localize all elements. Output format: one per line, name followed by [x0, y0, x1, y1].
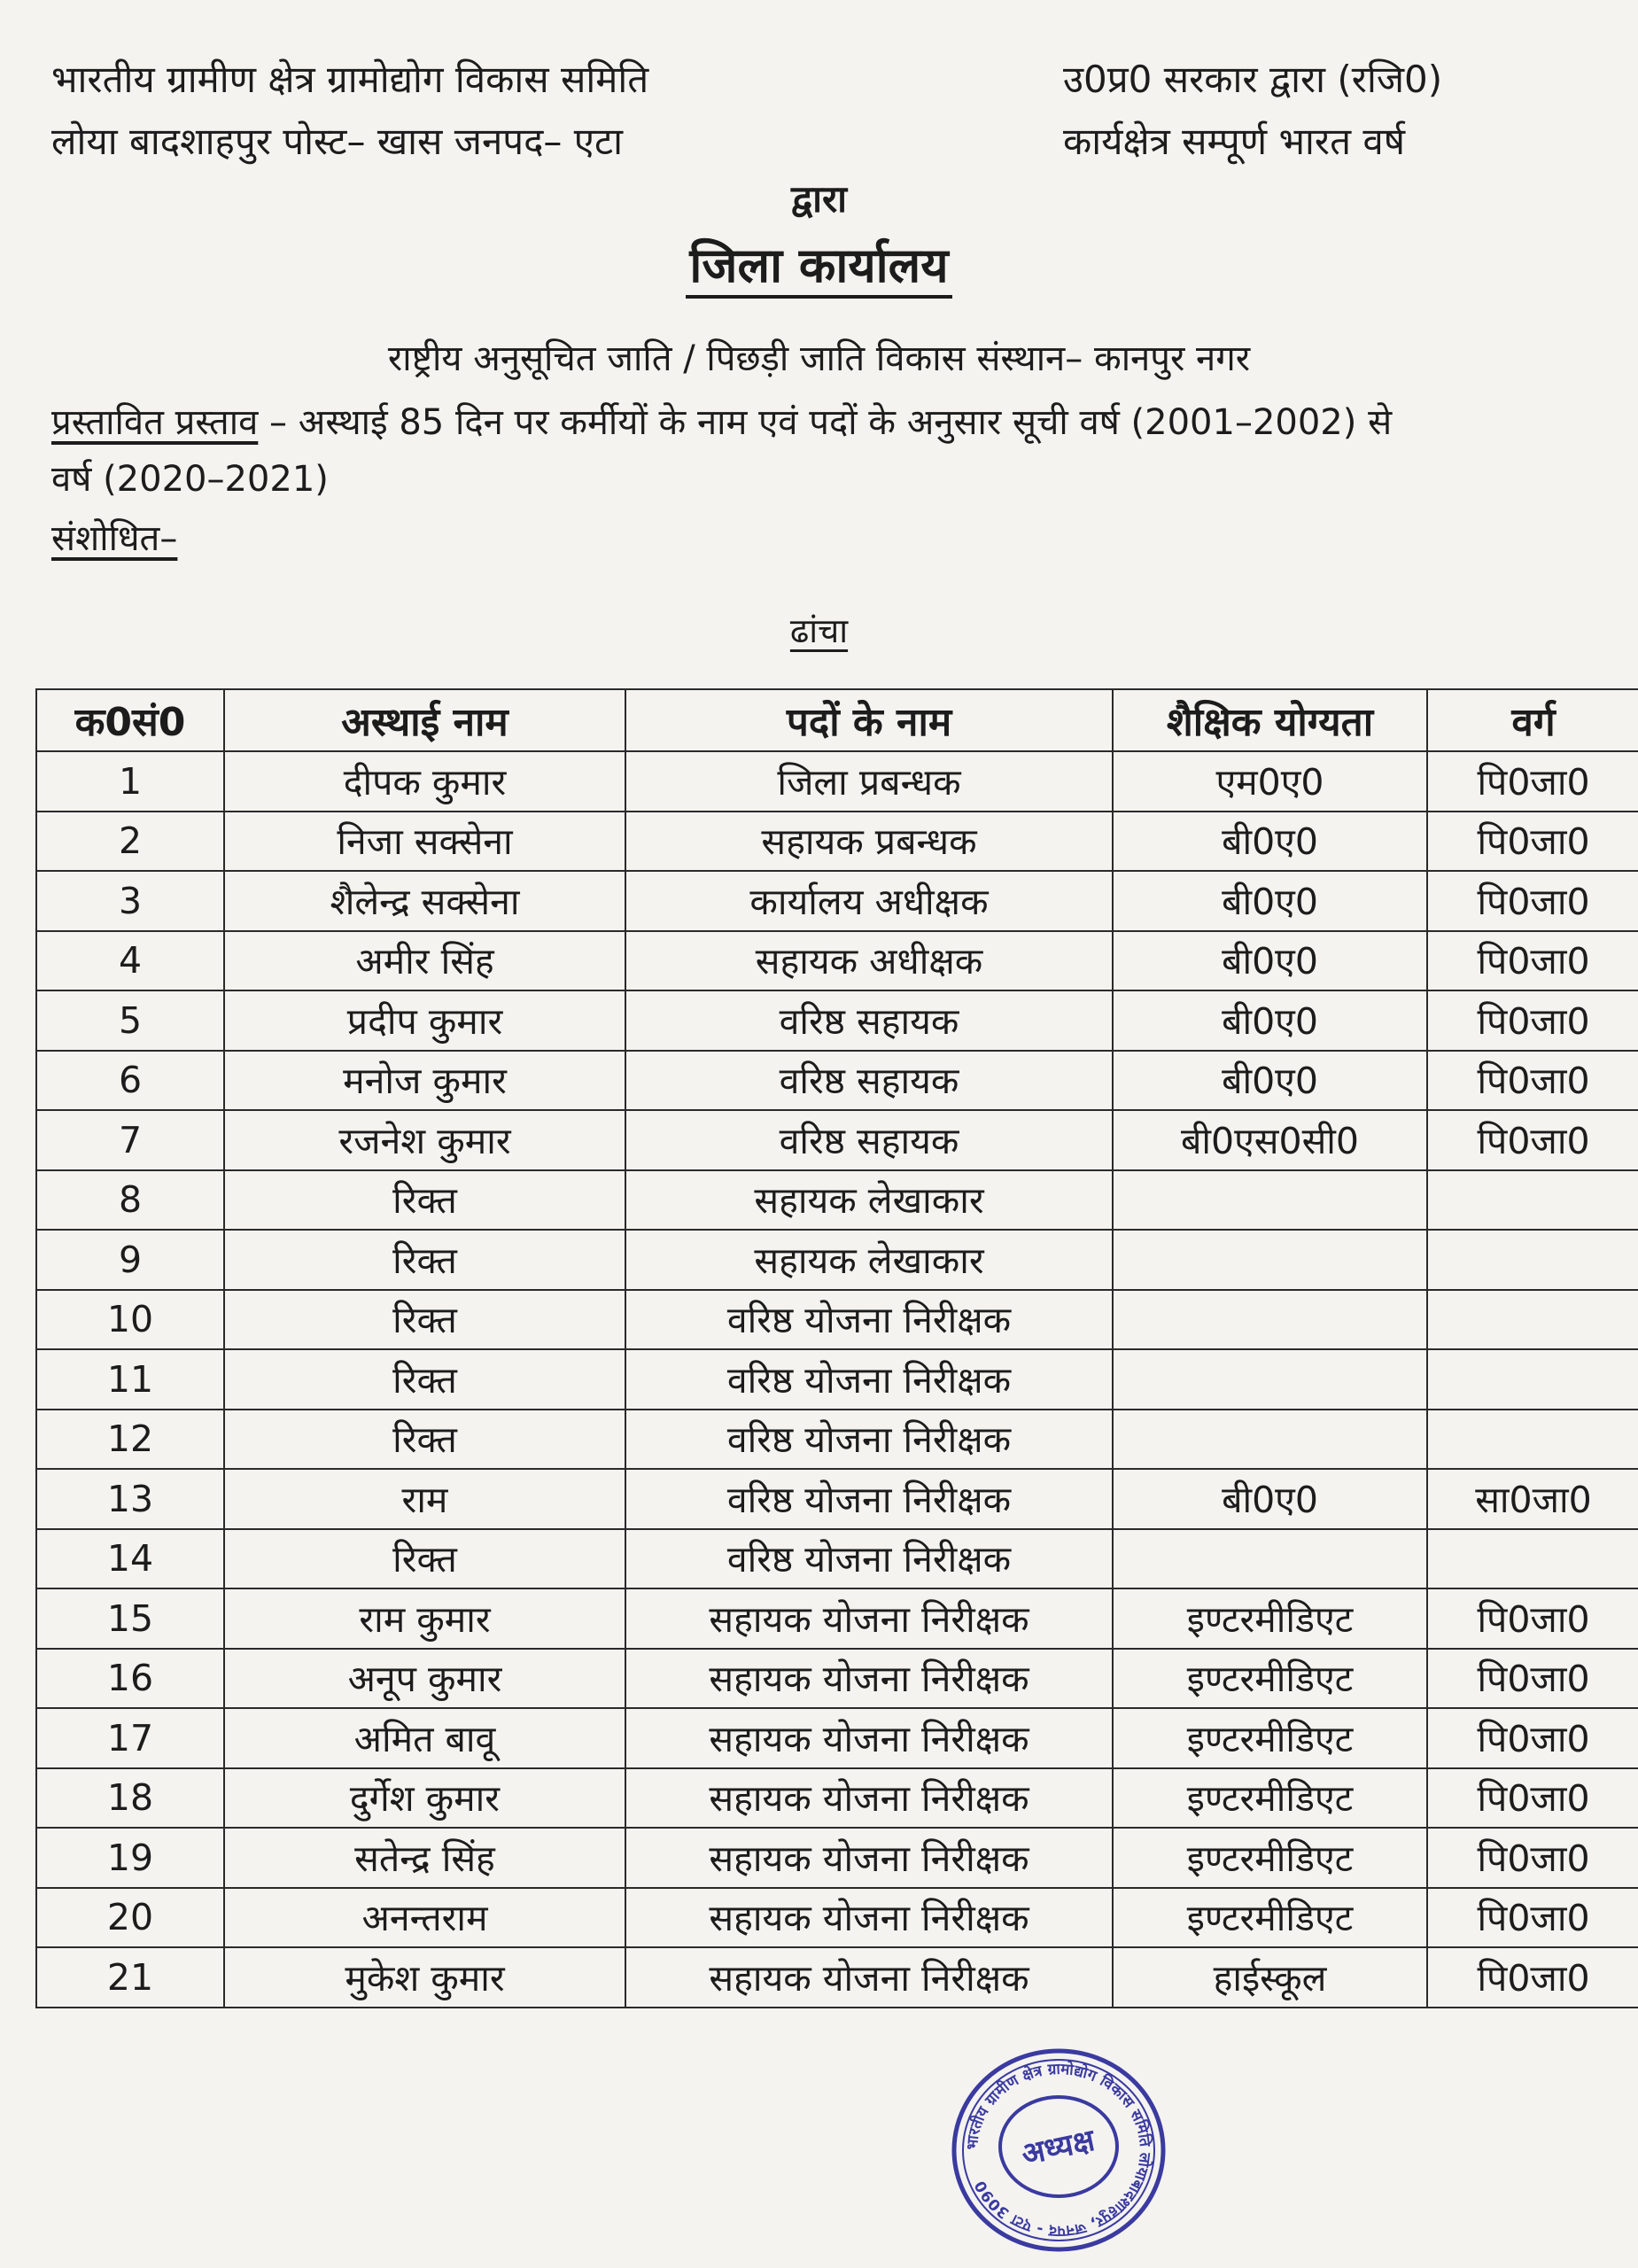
proposal-label: प्रस्तावित प्रस्ताव: [51, 402, 259, 443]
category-cell: पि0जा0: [1427, 751, 1638, 812]
serial-cell: 10: [36, 1290, 224, 1350]
table-row: [36, 1410, 1638, 1470]
post-cell: वरिष्ठ योजना निरीक्षक: [625, 1469, 1113, 1529]
table-row: [36, 812, 1638, 872]
qualification-cell: एम0ए0: [1113, 751, 1427, 812]
post-cell: वरिष्ठ योजना निरीक्षक: [625, 1410, 1113, 1470]
registration-text: उ0प्र0 सरकार द्वारा (रजि0): [1063, 58, 1443, 101]
serial-cell: 18: [36, 1768, 224, 1829]
office-title-wrapper: [0, 230, 1638, 296]
stamp-ring-text: भारतीय ग्रामीण क्षेत्र ग्रामोद्योग विकास समिति लोयाबादशाहपुर, जनपद - एटा 3090: [963, 2060, 1154, 2241]
name-cell: मुकेश कुमार: [224, 1947, 625, 2008]
table-header-row: [36, 689, 1638, 751]
category-cell: पि0जा0: [1427, 1768, 1638, 1829]
qualification-cell: बी0एस0सी0: [1113, 1110, 1427, 1170]
seal-stamp: [935, 2042, 1192, 2259]
category-cell: पि0जा0: [1427, 1708, 1638, 1768]
serial-cell: 8: [36, 1170, 224, 1231]
proposal-paragraph: [51, 394, 1433, 508]
org-name: भारतीय ग्रामीण क्षेत्र ग्रामोद्योग विकास समिति: [51, 58, 649, 101]
header-name: अस्थाई नाम: [224, 689, 625, 751]
category-cell: पि0जा0: [1427, 1588, 1638, 1649]
post-cell: सहायक अधीक्षक: [625, 931, 1113, 991]
category-cell: पि0जा0: [1427, 1947, 1638, 2008]
name-cell: मनोज कुमार: [224, 1051, 625, 1111]
table-row: [36, 1888, 1638, 1948]
table-row: [36, 931, 1638, 991]
category-cell: पि0जा0: [1427, 1051, 1638, 1111]
header-right: [1063, 49, 1442, 173]
category-cell: सा0जा0: [1427, 1469, 1638, 1529]
org-address: लोया बादशाहपुर पोस्ट– खास जनपद– एटा: [51, 120, 624, 163]
qualification-cell: इण्टरमीडिएट: [1113, 1708, 1427, 1768]
name-cell: अमीर सिंह: [224, 931, 625, 991]
category-cell: [1427, 1349, 1638, 1410]
serial-cell: 4: [36, 931, 224, 991]
header-post: पदों के नाम: [625, 689, 1113, 751]
table-row: [36, 871, 1638, 931]
category-cell: [1427, 1410, 1638, 1470]
name-cell: अनन्तराम: [224, 1888, 625, 1948]
name-cell: शैलेन्द्र सक्सेना: [224, 871, 625, 931]
post-cell: सहायक योजना निरीक्षक: [625, 1947, 1113, 2008]
institute-line: राष्ट्रीय अनुसूचित जाति / पिछड़ी जाति विकास संस्थान– कानपुर नगर: [387, 338, 1251, 379]
post-cell: वरिष्ठ सहायक: [625, 1110, 1113, 1170]
structure-label: ढांचा: [789, 611, 849, 650]
category-cell: पि0जा0: [1427, 1888, 1638, 1948]
post-cell: वरिष्ठ योजना निरीक्षक: [625, 1290, 1113, 1350]
name-cell: दीपक कुमार: [224, 751, 625, 812]
header-serial: क0सं0: [36, 689, 224, 751]
qualification-cell: इण्टरमीडिएट: [1113, 1768, 1427, 1829]
post-cell: सहायक योजना निरीक्षक: [625, 1828, 1113, 1888]
name-cell: राम: [224, 1469, 625, 1529]
category-cell: पि0जा0: [1427, 871, 1638, 931]
post-cell: सहायक लेखाकार: [625, 1170, 1113, 1231]
table-row: [36, 1947, 1638, 2008]
category-cell: पि0जा0: [1427, 1110, 1638, 1170]
table-row: [36, 1051, 1638, 1111]
serial-cell: 14: [36, 1529, 224, 1589]
category-cell: पि0जा0: [1427, 1828, 1638, 1888]
post-cell: वरिष्ठ सहायक: [625, 1051, 1113, 1111]
table-row: [36, 1768, 1638, 1829]
table-row: [36, 751, 1638, 812]
post-cell: वरिष्ठ योजना निरीक्षक: [625, 1349, 1113, 1410]
name-cell: रिक्त: [224, 1230, 625, 1290]
category-cell: [1427, 1170, 1638, 1231]
post-cell: सहायक प्रबन्धक: [625, 812, 1113, 872]
proposal-text: – अस्थाई 85 दिन पर कर्मीयों के नाम एवं पदों के अनुसार सूची वर्ष (2001–2002) से वर्ष (2020–2021): [51, 402, 1393, 500]
qualification-cell: बी0ए0: [1113, 990, 1427, 1051]
serial-cell: 19: [36, 1828, 224, 1888]
serial-cell: 5: [36, 990, 224, 1051]
qualification-cell: हाईस्कूल: [1113, 1947, 1427, 2008]
name-cell: प्रदीप कुमार: [224, 990, 625, 1051]
table-row: [36, 1290, 1638, 1350]
qualification-cell: इण्टरमीडिएट: [1113, 1649, 1427, 1709]
table-body: [36, 751, 1638, 2008]
header-left: [51, 49, 648, 173]
name-cell: अनूप कुमार: [224, 1649, 625, 1709]
serial-cell: 11: [36, 1349, 224, 1410]
table-row: [36, 990, 1638, 1051]
post-cell: जिला प्रबन्धक: [625, 751, 1113, 812]
name-cell: रिक्त: [224, 1290, 625, 1350]
post-cell: सहायक योजना निरीक्षक: [625, 1888, 1113, 1948]
qualification-cell: इण्टरमीडिएट: [1113, 1828, 1427, 1888]
serial-cell: 16: [36, 1649, 224, 1709]
staff-table: [35, 688, 1638, 2008]
amended-label: संशोधित–: [51, 518, 178, 559]
stamp-center-text: अध्यक्ष: [1018, 2122, 1098, 2173]
serial-cell: 7: [36, 1110, 224, 1170]
qualification-cell: बी0ए0: [1113, 871, 1427, 931]
name-cell: रिक्त: [224, 1170, 625, 1231]
name-cell: रजनेश कुमार: [224, 1110, 625, 1170]
category-cell: [1427, 1230, 1638, 1290]
header-qualification: शैक्षिक योग्यता: [1113, 689, 1427, 751]
serial-cell: 21: [36, 1947, 224, 2008]
category-cell: पि0जा0: [1427, 990, 1638, 1051]
table-row: [36, 1588, 1638, 1649]
name-cell: निजा सक्सेना: [224, 812, 625, 872]
serial-cell: 17: [36, 1708, 224, 1768]
qualification-cell: [1113, 1290, 1427, 1350]
qualification-cell: [1113, 1349, 1427, 1410]
category-cell: [1427, 1529, 1638, 1589]
through-label: द्वारा: [790, 177, 848, 221]
qualification-cell: बी0ए0: [1113, 1469, 1427, 1529]
qualification-cell: बी0ए0: [1113, 1051, 1427, 1111]
serial-cell: 20: [36, 1888, 224, 1948]
table-row: [36, 1708, 1638, 1768]
table-row: [36, 1529, 1638, 1589]
qualification-cell: बी0ए0: [1113, 931, 1427, 991]
qualification-cell: इण्टरमीडिएट: [1113, 1888, 1427, 1948]
name-cell: रिक्त: [224, 1410, 625, 1470]
category-cell: पि0जा0: [1427, 931, 1638, 991]
post-cell: सहायक योजना निरीक्षक: [625, 1768, 1113, 1829]
table-row: [36, 1170, 1638, 1231]
qualification-cell: [1113, 1230, 1427, 1290]
post-cell: वरिष्ठ सहायक: [625, 990, 1113, 1051]
table-row: [36, 1469, 1638, 1529]
qualification-cell: बी0ए0: [1113, 812, 1427, 872]
office-title: जिला कार्यालय: [686, 237, 951, 299]
jurisdiction-text: कार्यक्षेत्र सम्पूर्ण भारत वर्ष: [1063, 120, 1406, 163]
category-cell: [1427, 1290, 1638, 1350]
seal-icon: [954, 2051, 1163, 2249]
post-cell: वरिष्ठ योजना निरीक्षक: [625, 1529, 1113, 1589]
serial-cell: 6: [36, 1051, 224, 1111]
table-row: [36, 1230, 1638, 1290]
serial-cell: 9: [36, 1230, 224, 1290]
post-cell: सहायक योजना निरीक्षक: [625, 1588, 1113, 1649]
table-row: [36, 1110, 1638, 1170]
post-cell: सहायक योजना निरीक्षक: [625, 1649, 1113, 1709]
name-cell: रिक्त: [224, 1529, 625, 1589]
serial-cell: 13: [36, 1469, 224, 1529]
qualification-cell: इण्टरमीडिएट: [1113, 1588, 1427, 1649]
table-row: [36, 1828, 1638, 1888]
name-cell: राम कुमार: [224, 1588, 625, 1649]
name-cell: सतेन्द्र सिंह: [224, 1828, 625, 1888]
qualification-cell: [1113, 1410, 1427, 1470]
serial-cell: 1: [36, 751, 224, 812]
name-cell: दुर्गेश कुमार: [224, 1768, 625, 1829]
table-row: [36, 1349, 1638, 1410]
table-row: [36, 1649, 1638, 1709]
post-cell: कार्यालय अधीक्षक: [625, 871, 1113, 931]
serial-cell: 2: [36, 812, 224, 872]
header-category: वर्ग: [1427, 689, 1638, 751]
post-cell: सहायक योजना निरीक्षक: [625, 1708, 1113, 1768]
category-cell: पि0जा0: [1427, 812, 1638, 872]
serial-cell: 3: [36, 871, 224, 931]
category-cell: पि0जा0: [1427, 1649, 1638, 1709]
qualification-cell: [1113, 1529, 1427, 1589]
serial-cell: 12: [36, 1410, 224, 1470]
serial-cell: 15: [36, 1588, 224, 1649]
post-cell: सहायक लेखाकार: [625, 1230, 1113, 1290]
name-cell: रिक्त: [224, 1349, 625, 1410]
name-cell: अमित बावू: [224, 1708, 625, 1768]
qualification-cell: [1113, 1170, 1427, 1231]
